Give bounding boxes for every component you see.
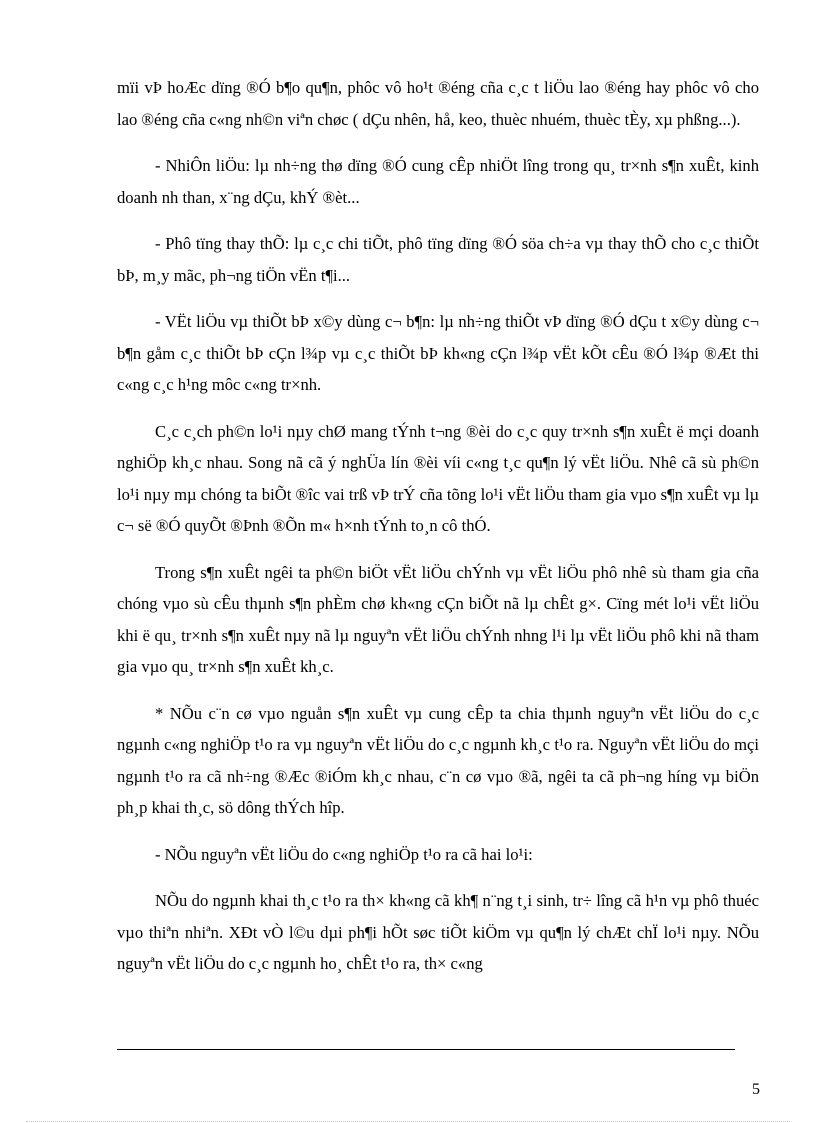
paragraph: - NÕu nguyªn vËt liÖu do c«ng nghiÖp t¹o ra cã hai lo¹i:	[155, 844, 533, 864]
paragraph: - VËt liÖu vµ thiÕt bÞ x©y dùng c¬ b¶n: lµ nh÷ng thiÕt vÞ dïng ®Ó dÇu t x©y dùng c¬ b¶n gåm c¸c thiÕt bÞ cÇn l¾p vµ c¸c thiÕt bÞ kh«ng cÇn l¾p vËt kÕt cÊu ®Ó l¾p ®Æt thi c«ng c¸c h¹ng môc c«ng tr×nh.	[117, 312, 759, 394]
paragraph: Trong s¶n xuÊt ngêi ta ph©n biÖt vËt liÖu chÝnh vµ vËt liÖu phô nhê sù tham gia cña chóng vµo sù cÊu thµnh s¶n phÈm chø kh«ng cÇn biÕt nã lµ chÊt g×. Cïng mét lo¹i vËt liÖu khi ë qu¸ tr×nh s¶n xuÊt nµy nã lµ nguyªn vËt liÖu chÝnh nhng l¹i lµ vËt liÖu phô khi nã tham gia vµo qu¸ tr×nh s¶n xuÊt kh¸c.	[117, 562, 759, 676]
page-bottom-dotted-border	[26, 1121, 790, 1122]
paragraph: C¸c c¸ch ph©n lo¹i nµy chØ mang tÝnh t¬ng ®èi do c¸c quy tr×nh s¶n xuÊt ë mçi doanh nghiÖp kh¸c nhau. Song nã cã ý nghÜa lín ®èi víi c«ng t¸c qu¶n lý vËt liÖu. Nhê cã sù ph©n lo¹i nµy mµ chóng ta biÕt ®îc vai trß vÞ trÝ cña tõng lo¹i vËt liÖu tham gia vµo s¶n xuÊt vµ lµ c¬ së ®Ó quyÕt ®Þnh ®Õn m« h×nh tÝnh to¸n cô thÓ.	[117, 421, 759, 535]
paragraph: mïi vÞ hoÆc dïng ®Ó b¶o qu¶n, phôc vô ho¹t ®éng cña c¸c t liÖu lao ®éng hay phôc vô cho lao ®éng cña c«ng nh©n viªn chøc ( dÇu nhên, hå, keo, thuèc nhuém, thuèc tÈy, xµ phßng...).	[117, 78, 759, 129]
paragraph: * NÕu c¨n cø vµo nguån s¶n xuÊt vµ cung cÊp ta chia thµnh nguyªn vËt liÖu do c¸c ngµnh c«ng nghiÖp t¹o ra vµ nguyªn vËt liÖu do c¸c ngµnh kh¸c t¹o ra. Nguyªn vËt liÖu do mçi ngµnh t¹o ra cã nh÷ng ®Æc ®iÓm kh¸c nhau, c¨n cø vµo ®ã, ngêi ta cã ph¬ng híng vµ biÖn ph¸p khai th¸c, sö dông thÝch hîp.	[117, 703, 759, 817]
page-number: 5	[752, 1081, 760, 1098]
paragraph: NÕu do ngµnh khai th¸c t¹o ra th× kh«ng cã kh¶ n¨ng t¸i sinh, tr÷ lîng cã h¹n vµ phô thuéc vµo thiªn nhiªn. XÐt vÒ l©u dµi ph¶i hÕt søc tiÕt kiÖm vµ qu¶n lý chÆt chÏ lo¹i nµy. NÕu nguyªn vËt liÖu do c¸c ngµnh ho¸ chÊt t¹o ra, th× c«ng	[117, 891, 759, 973]
paragraph: - Phô tïng thay thÕ: lµ c¸c chi tiÕt, phô tïng dïng ®Ó söa ch÷a vµ thay thÕ cho c¸c thiÕt bÞ, m¸y mãc, ph¬ng tiÖn vËn t¶i...	[117, 234, 759, 285]
footer-divider	[117, 1049, 735, 1050]
document-body	[117, 72, 759, 995]
paragraph: - NhiÔn liÖu: lµ nh÷ng thø dïng ®Ó cung cÊp nhiÖt lîng trong qu¸ tr×nh s¶n xuÊt, kinh doanh nh than, x¨ng dÇu, khÝ ®èt...	[117, 156, 759, 207]
